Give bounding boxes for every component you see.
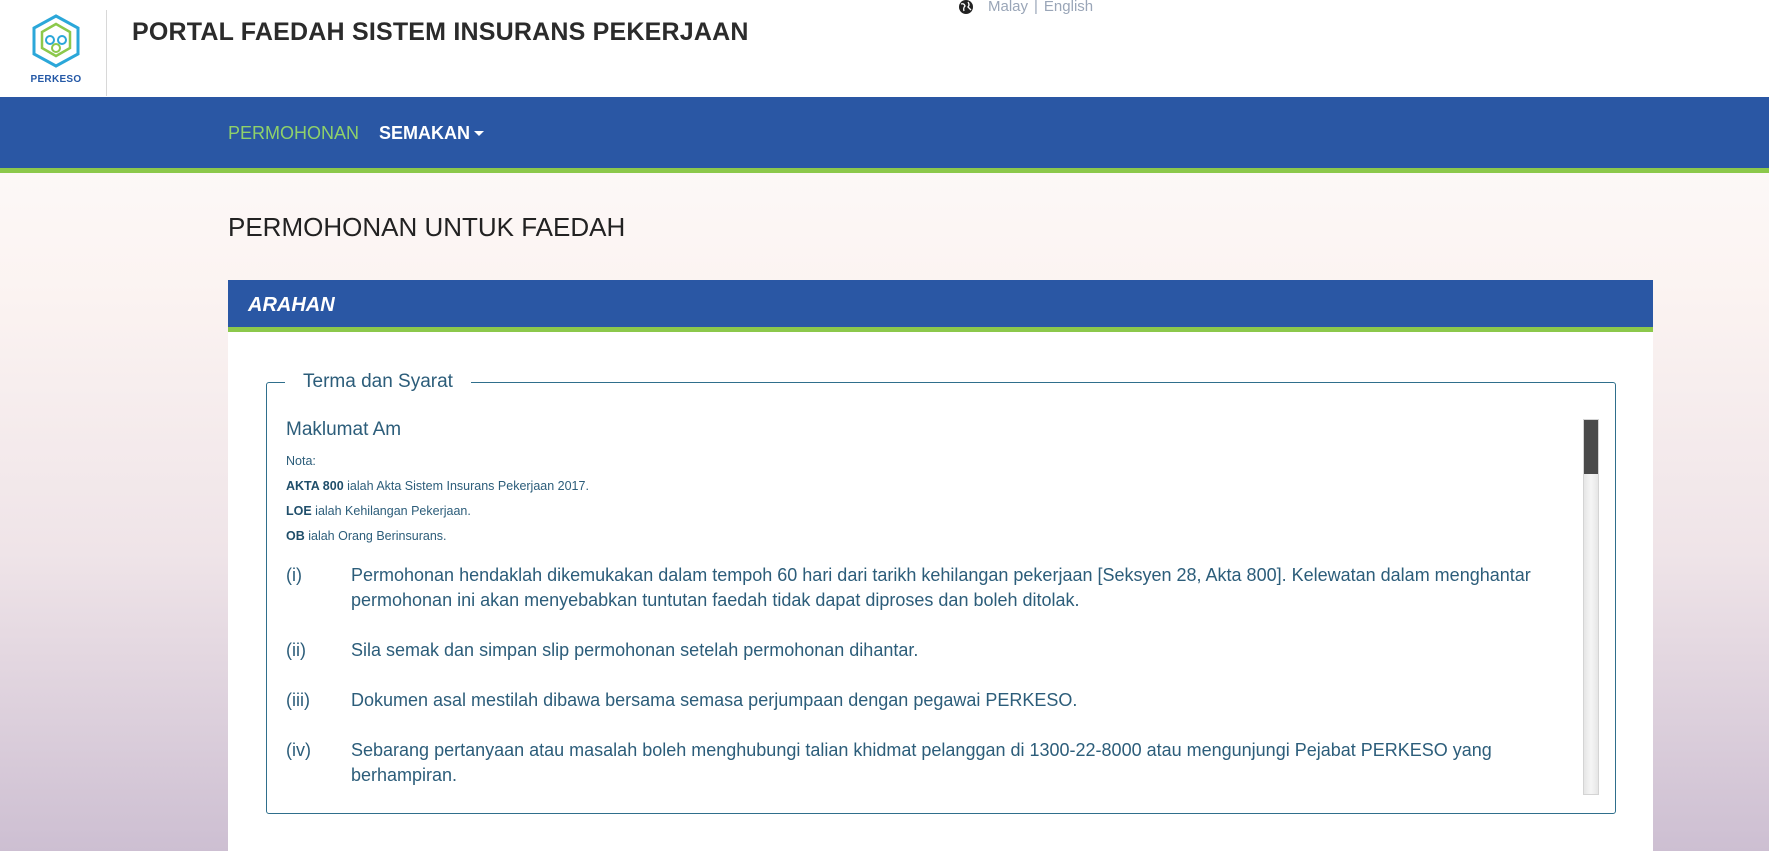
scrollbar-thumb[interactable] (1584, 420, 1598, 474)
terms-scroll-area[interactable] (286, 419, 1576, 803)
note-item: LOE ialah Kehilangan Pekerjaan. (286, 504, 471, 518)
lang-separator: | (1034, 0, 1038, 15)
note-item: OB ialah Orang Berinsurans. (286, 529, 447, 543)
language-switcher (958, 0, 1093, 15)
info-title: Maklumat Am (286, 419, 402, 440)
term-text: Dokumen asal mestilah dibawa bersama semasa perjumpaan dengan pegawai PERKESO. (351, 690, 1078, 710)
term-text: Sila semak dan simpan slip permohonan setelah permohonan dihantar. (351, 640, 919, 660)
term-text: Sebarang pertanyaan atau masalah boleh menghubungi talian khidmat pelanggan di 1300-22-8000 atau mengunjungi Pejabat PERKESO yang berhampiran. (351, 740, 1492, 785)
terms-legend: Terma dan Syarat (285, 371, 471, 393)
panel-heading-text: ARAHAN (248, 294, 335, 316)
note-label: Nota: (286, 454, 316, 468)
lang-malay-link[interactable]: Malay (988, 0, 1029, 15)
site-title: PORTAL FAEDAH SISTEM INSURANS PEKERJAAN (132, 18, 749, 46)
term-number: (i) (286, 565, 302, 585)
terms-scrollbar[interactable] (1583, 419, 1599, 795)
nav-semakan-dropdown[interactable] (379, 123, 484, 144)
note-item: AKTA 800 ialah Akta Sistem Insurans Pekerjaan 2017. (286, 479, 589, 493)
term-item (286, 738, 1576, 788)
terms-list (286, 563, 1576, 788)
term-item (286, 563, 1576, 613)
globe-icon (958, 0, 974, 15)
page-title: PERMOHONAN UNTUK FAEDAH (228, 212, 626, 242)
instructions-panel (228, 280, 1653, 851)
perkeso-logo-icon (22, 14, 90, 72)
nav-permohonan[interactable]: PERMOHONAN (228, 123, 360, 143)
term-text: Permohonan hendaklah dikemukakan dalam tempoh 60 hari dari tarikh kehilangan pekerjaan [Seksyen 28, Akta 800]. Kelewatan dalam menghantar permohonan ini akan menyebabkan tuntutan faedah tidak dapat diproses dan boleh ditolak. (351, 565, 1531, 610)
panel-heading (228, 280, 1653, 332)
main-navbar (0, 97, 1769, 173)
terms-fieldset (266, 371, 1616, 814)
term-item (286, 688, 1576, 713)
term-number: (iii) (286, 690, 310, 710)
nav-semakan-label: SEMAKAN (379, 123, 471, 143)
header-divider (106, 10, 107, 96)
term-number: (ii) (286, 640, 306, 660)
caret-down-icon (474, 131, 484, 136)
lang-english-link[interactable]: English (1043, 0, 1094, 15)
logo-text: PERKESO (30, 74, 82, 85)
term-number: (iv) (286, 740, 311, 760)
site-header (0, 0, 1769, 97)
perkeso-logo[interactable] (22, 14, 90, 86)
term-item (286, 638, 1576, 663)
